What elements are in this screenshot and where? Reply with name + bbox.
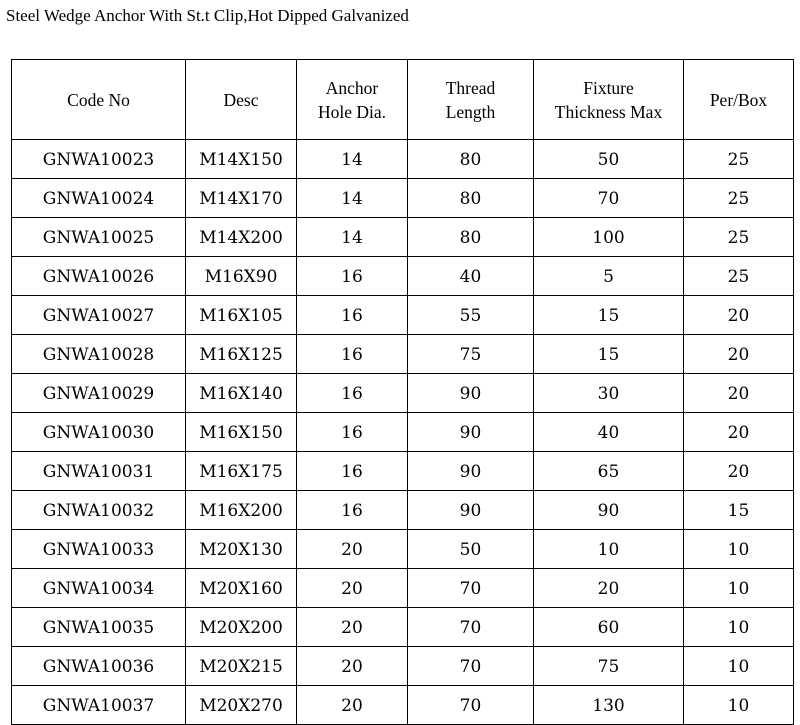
- desc-cell: M16X140: [186, 374, 297, 413]
- desc-cell: M20X160: [186, 569, 297, 608]
- fixture-thickness-cell: 130: [534, 686, 684, 725]
- per-box-cell: 20: [684, 296, 794, 335]
- hole-dia-cell: 16: [297, 335, 408, 374]
- table-row: [12, 179, 794, 218]
- per-box-cell: 10: [684, 608, 794, 647]
- code-no-cell: GNWA10033: [12, 530, 186, 569]
- desc-cell: M20X215: [186, 647, 297, 686]
- thread-length-cell: 90: [408, 491, 534, 530]
- code-no-cell: GNWA10025: [12, 218, 186, 257]
- hole-dia-cell: 16: [297, 374, 408, 413]
- header-per-box-label: Per/Box: [709, 89, 768, 110]
- per-box-cell: 20: [684, 374, 794, 413]
- table-row: [12, 491, 794, 530]
- thread-length-cell: 70: [408, 686, 534, 725]
- thread-length-cell: 50: [408, 530, 534, 569]
- per-box-cell: 20: [684, 413, 794, 452]
- thread-length-cell: 90: [408, 374, 534, 413]
- table-row: [12, 218, 794, 257]
- code-no-cell: GNWA10026: [12, 257, 186, 296]
- code-no-cell: GNWA10028: [12, 335, 186, 374]
- header-desc: [186, 60, 297, 140]
- table-row: [12, 608, 794, 647]
- per-box-cell: 25: [684, 140, 794, 179]
- desc-cell: M16X105: [186, 296, 297, 335]
- desc-cell: M14X200: [186, 218, 297, 257]
- hole-dia-cell: 20: [297, 569, 408, 608]
- desc-cell: M16X175: [186, 452, 297, 491]
- per-box-cell: 20: [684, 452, 794, 491]
- thread-length-cell: 70: [408, 647, 534, 686]
- hole-dia-cell: 14: [297, 140, 408, 179]
- hole-dia-cell: 16: [297, 296, 408, 335]
- per-box-cell: 10: [684, 530, 794, 569]
- code-no-cell: GNWA10037: [12, 686, 186, 725]
- hole-dia-cell: 20: [297, 647, 408, 686]
- fixture-thickness-cell: 30: [534, 374, 684, 413]
- desc-cell: M16X150: [186, 413, 297, 452]
- anchor-spec-table: [11, 59, 794, 725]
- fixture-thickness-cell: 100: [534, 218, 684, 257]
- header-fixture-thickness-max-line-1: Fixture: [583, 77, 634, 98]
- document-title: Steel Wedge Anchor With St.t Clip,Hot Dipped Galvanized: [6, 6, 409, 25]
- per-box-cell: 25: [684, 257, 794, 296]
- fixture-thickness-cell: 20: [534, 569, 684, 608]
- table-row: [12, 452, 794, 491]
- thread-length-cell: 90: [408, 413, 534, 452]
- table-row: [12, 686, 794, 725]
- table-row: [12, 569, 794, 608]
- fixture-thickness-cell: 90: [534, 491, 684, 530]
- header-fixture-thickness-max: [534, 60, 684, 140]
- table-row: [12, 257, 794, 296]
- hole-dia-cell: 20: [297, 608, 408, 647]
- code-no-cell: GNWA10027: [12, 296, 186, 335]
- thread-length-cell: 75: [408, 335, 534, 374]
- hole-dia-cell: 16: [297, 413, 408, 452]
- desc-cell: M16X90: [186, 257, 297, 296]
- per-box-cell: 25: [684, 218, 794, 257]
- code-no-cell: GNWA10036: [12, 647, 186, 686]
- table-row: [12, 413, 794, 452]
- code-no-cell: GNWA10031: [12, 452, 186, 491]
- header-code-no-label: Code No: [67, 89, 130, 110]
- fixture-thickness-cell: 75: [534, 647, 684, 686]
- desc-cell: M16X125: [186, 335, 297, 374]
- per-box-cell: 15: [684, 491, 794, 530]
- fixture-thickness-cell: 60: [534, 608, 684, 647]
- header-thread-length-line-2: Length: [445, 101, 496, 122]
- hole-dia-cell: 16: [297, 257, 408, 296]
- fixture-thickness-cell: 70: [534, 179, 684, 218]
- thread-length-cell: 90: [408, 452, 534, 491]
- code-no-cell: GNWA10032: [12, 491, 186, 530]
- per-box-cell: 10: [684, 647, 794, 686]
- desc-cell: M20X200: [186, 608, 297, 647]
- table-row: [12, 647, 794, 686]
- header-anchor-hole-dia: [297, 60, 408, 140]
- thread-length-cell: 70: [408, 569, 534, 608]
- hole-dia-cell: 20: [297, 530, 408, 569]
- desc-cell: M16X200: [186, 491, 297, 530]
- code-no-cell: GNWA10034: [12, 569, 186, 608]
- code-no-cell: GNWA10029: [12, 374, 186, 413]
- code-no-cell: GNWA10030: [12, 413, 186, 452]
- hole-dia-cell: 16: [297, 452, 408, 491]
- hole-dia-cell: 20: [297, 686, 408, 725]
- thread-length-cell: 40: [408, 257, 534, 296]
- desc-cell: M14X150: [186, 140, 297, 179]
- header-anchor-hole-dia-line-1: Anchor: [325, 77, 379, 98]
- header-code-no: [12, 60, 186, 140]
- table-row: [12, 335, 794, 374]
- fixture-thickness-cell: 5: [534, 257, 684, 296]
- header-row: [12, 60, 794, 140]
- thread-length-cell: 70: [408, 608, 534, 647]
- table-row: [12, 140, 794, 179]
- hole-dia-cell: 14: [297, 179, 408, 218]
- fixture-thickness-cell: 40: [534, 413, 684, 452]
- desc-cell: M14X170: [186, 179, 297, 218]
- thread-length-cell: 55: [408, 296, 534, 335]
- thread-length-cell: 80: [408, 140, 534, 179]
- fixture-thickness-cell: 50: [534, 140, 684, 179]
- header-desc-label: Desc: [223, 89, 259, 110]
- desc-cell: M20X270: [186, 686, 297, 725]
- hole-dia-cell: 14: [297, 218, 408, 257]
- header-anchor-hole-dia-line-2: Hole Dia.: [317, 101, 387, 122]
- thread-length-cell: 80: [408, 218, 534, 257]
- fixture-thickness-cell: 15: [534, 335, 684, 374]
- fixture-thickness-cell: 65: [534, 452, 684, 491]
- desc-cell: M20X130: [186, 530, 297, 569]
- per-box-cell: 10: [684, 686, 794, 725]
- header-fixture-thickness-max-line-2: Thickness Max: [554, 101, 663, 122]
- table-row: [12, 296, 794, 335]
- code-no-cell: GNWA10023: [12, 140, 186, 179]
- hole-dia-cell: 16: [297, 491, 408, 530]
- table-row: [12, 374, 794, 413]
- header-per-box: [684, 60, 794, 140]
- code-no-cell: GNWA10024: [12, 179, 186, 218]
- header-thread-length-line-1: Thread: [445, 77, 496, 98]
- code-no-cell: GNWA10035: [12, 608, 186, 647]
- table-row: [12, 530, 794, 569]
- header-thread-length: [408, 60, 534, 140]
- per-box-cell: 25: [684, 179, 794, 218]
- thread-length-cell: 80: [408, 179, 534, 218]
- per-box-cell: 10: [684, 569, 794, 608]
- fixture-thickness-cell: 15: [534, 296, 684, 335]
- table-body: [12, 140, 794, 725]
- fixture-thickness-cell: 10: [534, 530, 684, 569]
- per-box-cell: 20: [684, 335, 794, 374]
